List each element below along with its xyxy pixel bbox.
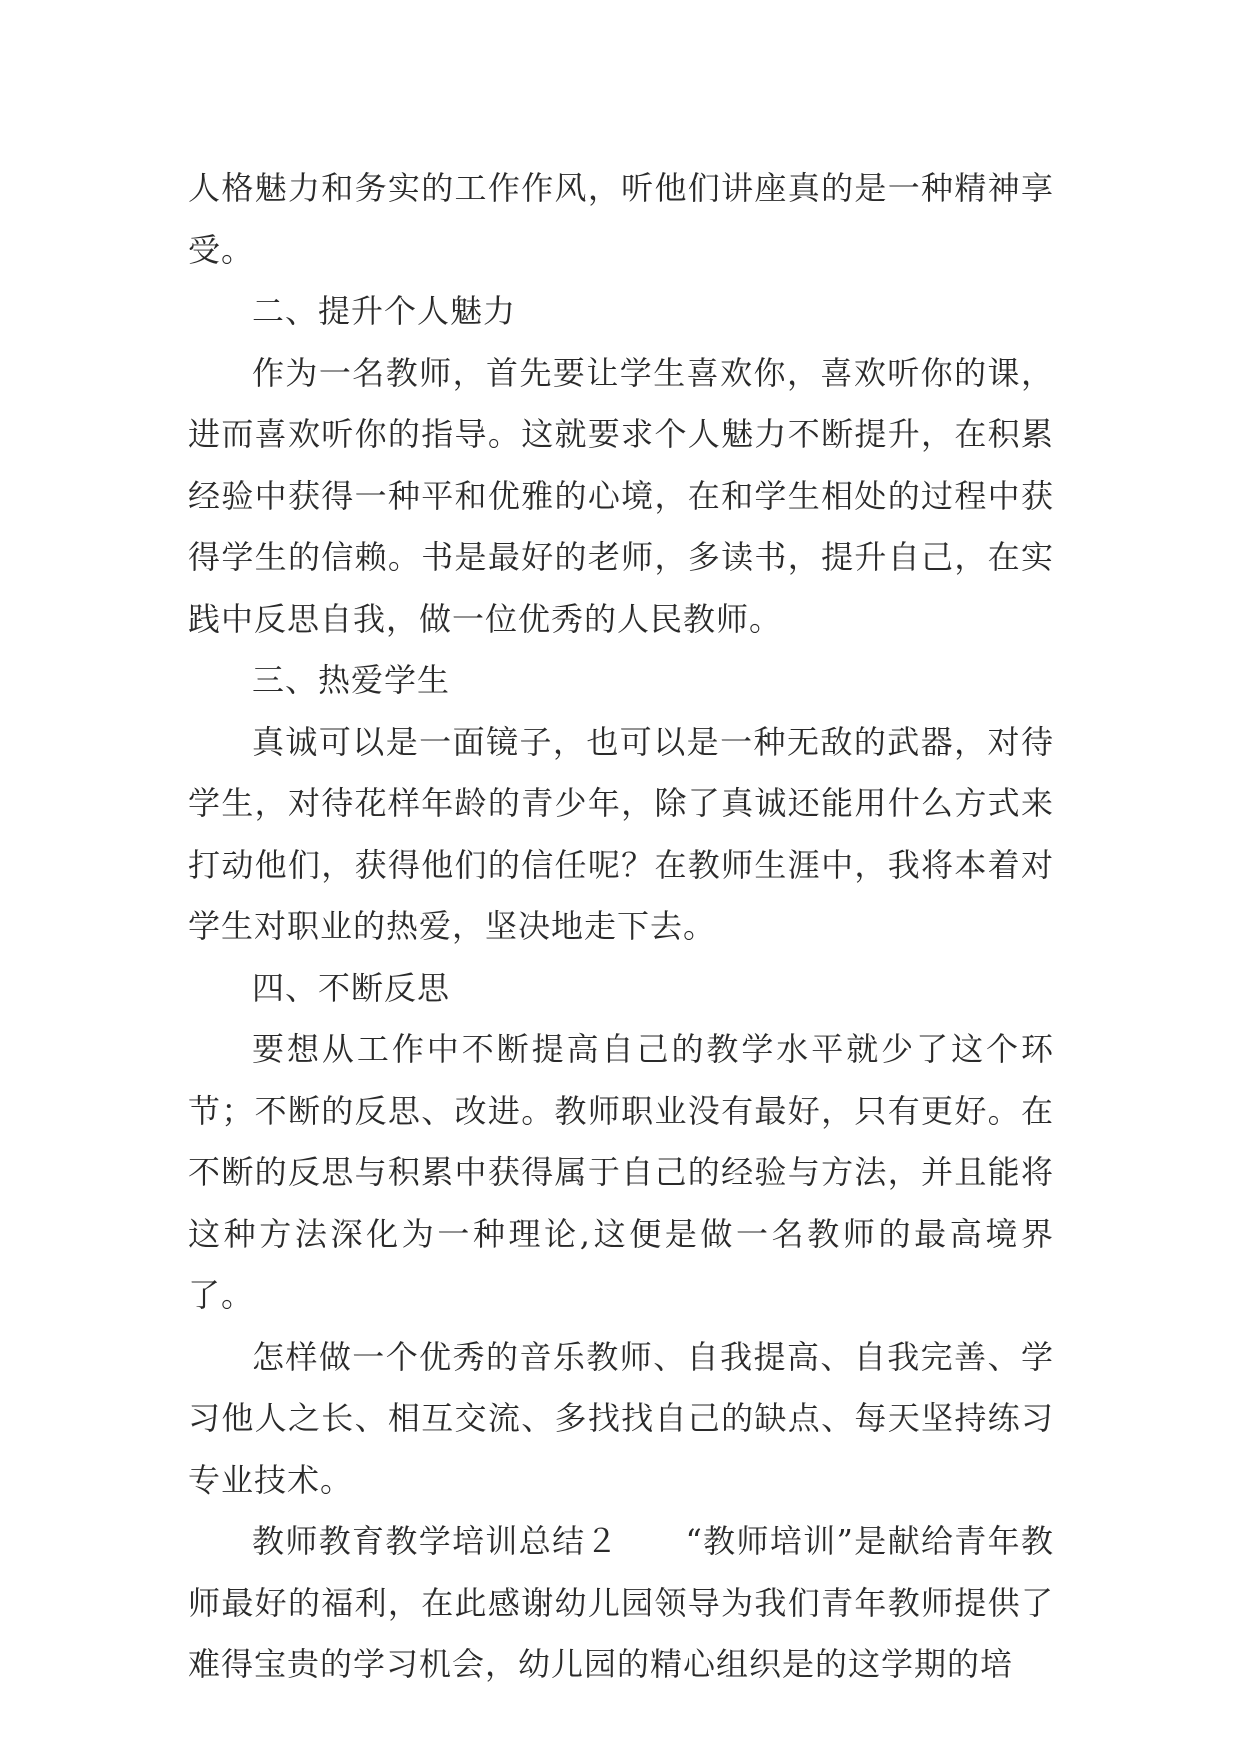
paragraph-training-summary-2: 教师教育教学培训总结２ “教师培训”是献给青年教师最好的福利，在此感谢幼儿园领导为我们青年教师提供了难得宝贵的学习机会，幼儿园的精心组织是的这学期的培 [188,1522,1054,1683]
paragraph-reflection: 要想从工作中不断提高自己的教学水平就少了这个环节；不断的反思、改进。教师职业没有最好，只有更好。在不断的反思与积累中获得属于自己的经验与方法，并且能将这种方法深化为一种理论,这便是做一名教师的最高境界了。 [188,1030,1054,1314]
paragraph-love-students: 真诚可以是一面镜子，也可以是一种无敌的武器，对待学生，对待花样年龄的青少年，除了真诚还能用什么方式来打动他们，获得他们的信任呢？在教师生涯中，我将本着对学生对职业的热爱，坚决地走下去。 [188,722,1054,945]
paragraph-music-teacher: 怎样做一个优秀的音乐教师、自我提高、自我完善、学习他人之长、相互交流、多找找自己的缺点、每天坚持练习专业技术。 [188,1337,1054,1499]
paragraph-continued: 人格魅力和务实的工作作风，听他们讲座真的是一种精神享受。 [188,169,1054,269]
section-heading-3: 三、热爱学生 [252,661,451,699]
section-heading-2: 二、提升个人魅力 [252,292,517,330]
document-body [188,158,1054,1696]
paragraph-personal-charm: 作为一名教师，首先要让学生喜欢你，喜欢听你的课，进而喜欢听你的指导。这就要求个人魅力不断提升，在积累经验中获得一种平和优雅的心境，在和学生相处的过程中获得学生的信赖。书是最好的老师，多读书，提升自己，在实践中反思自我，做一位优秀的人民教师。 [188,353,1054,638]
section-heading-4: 四、不断反思 [252,968,451,1007]
